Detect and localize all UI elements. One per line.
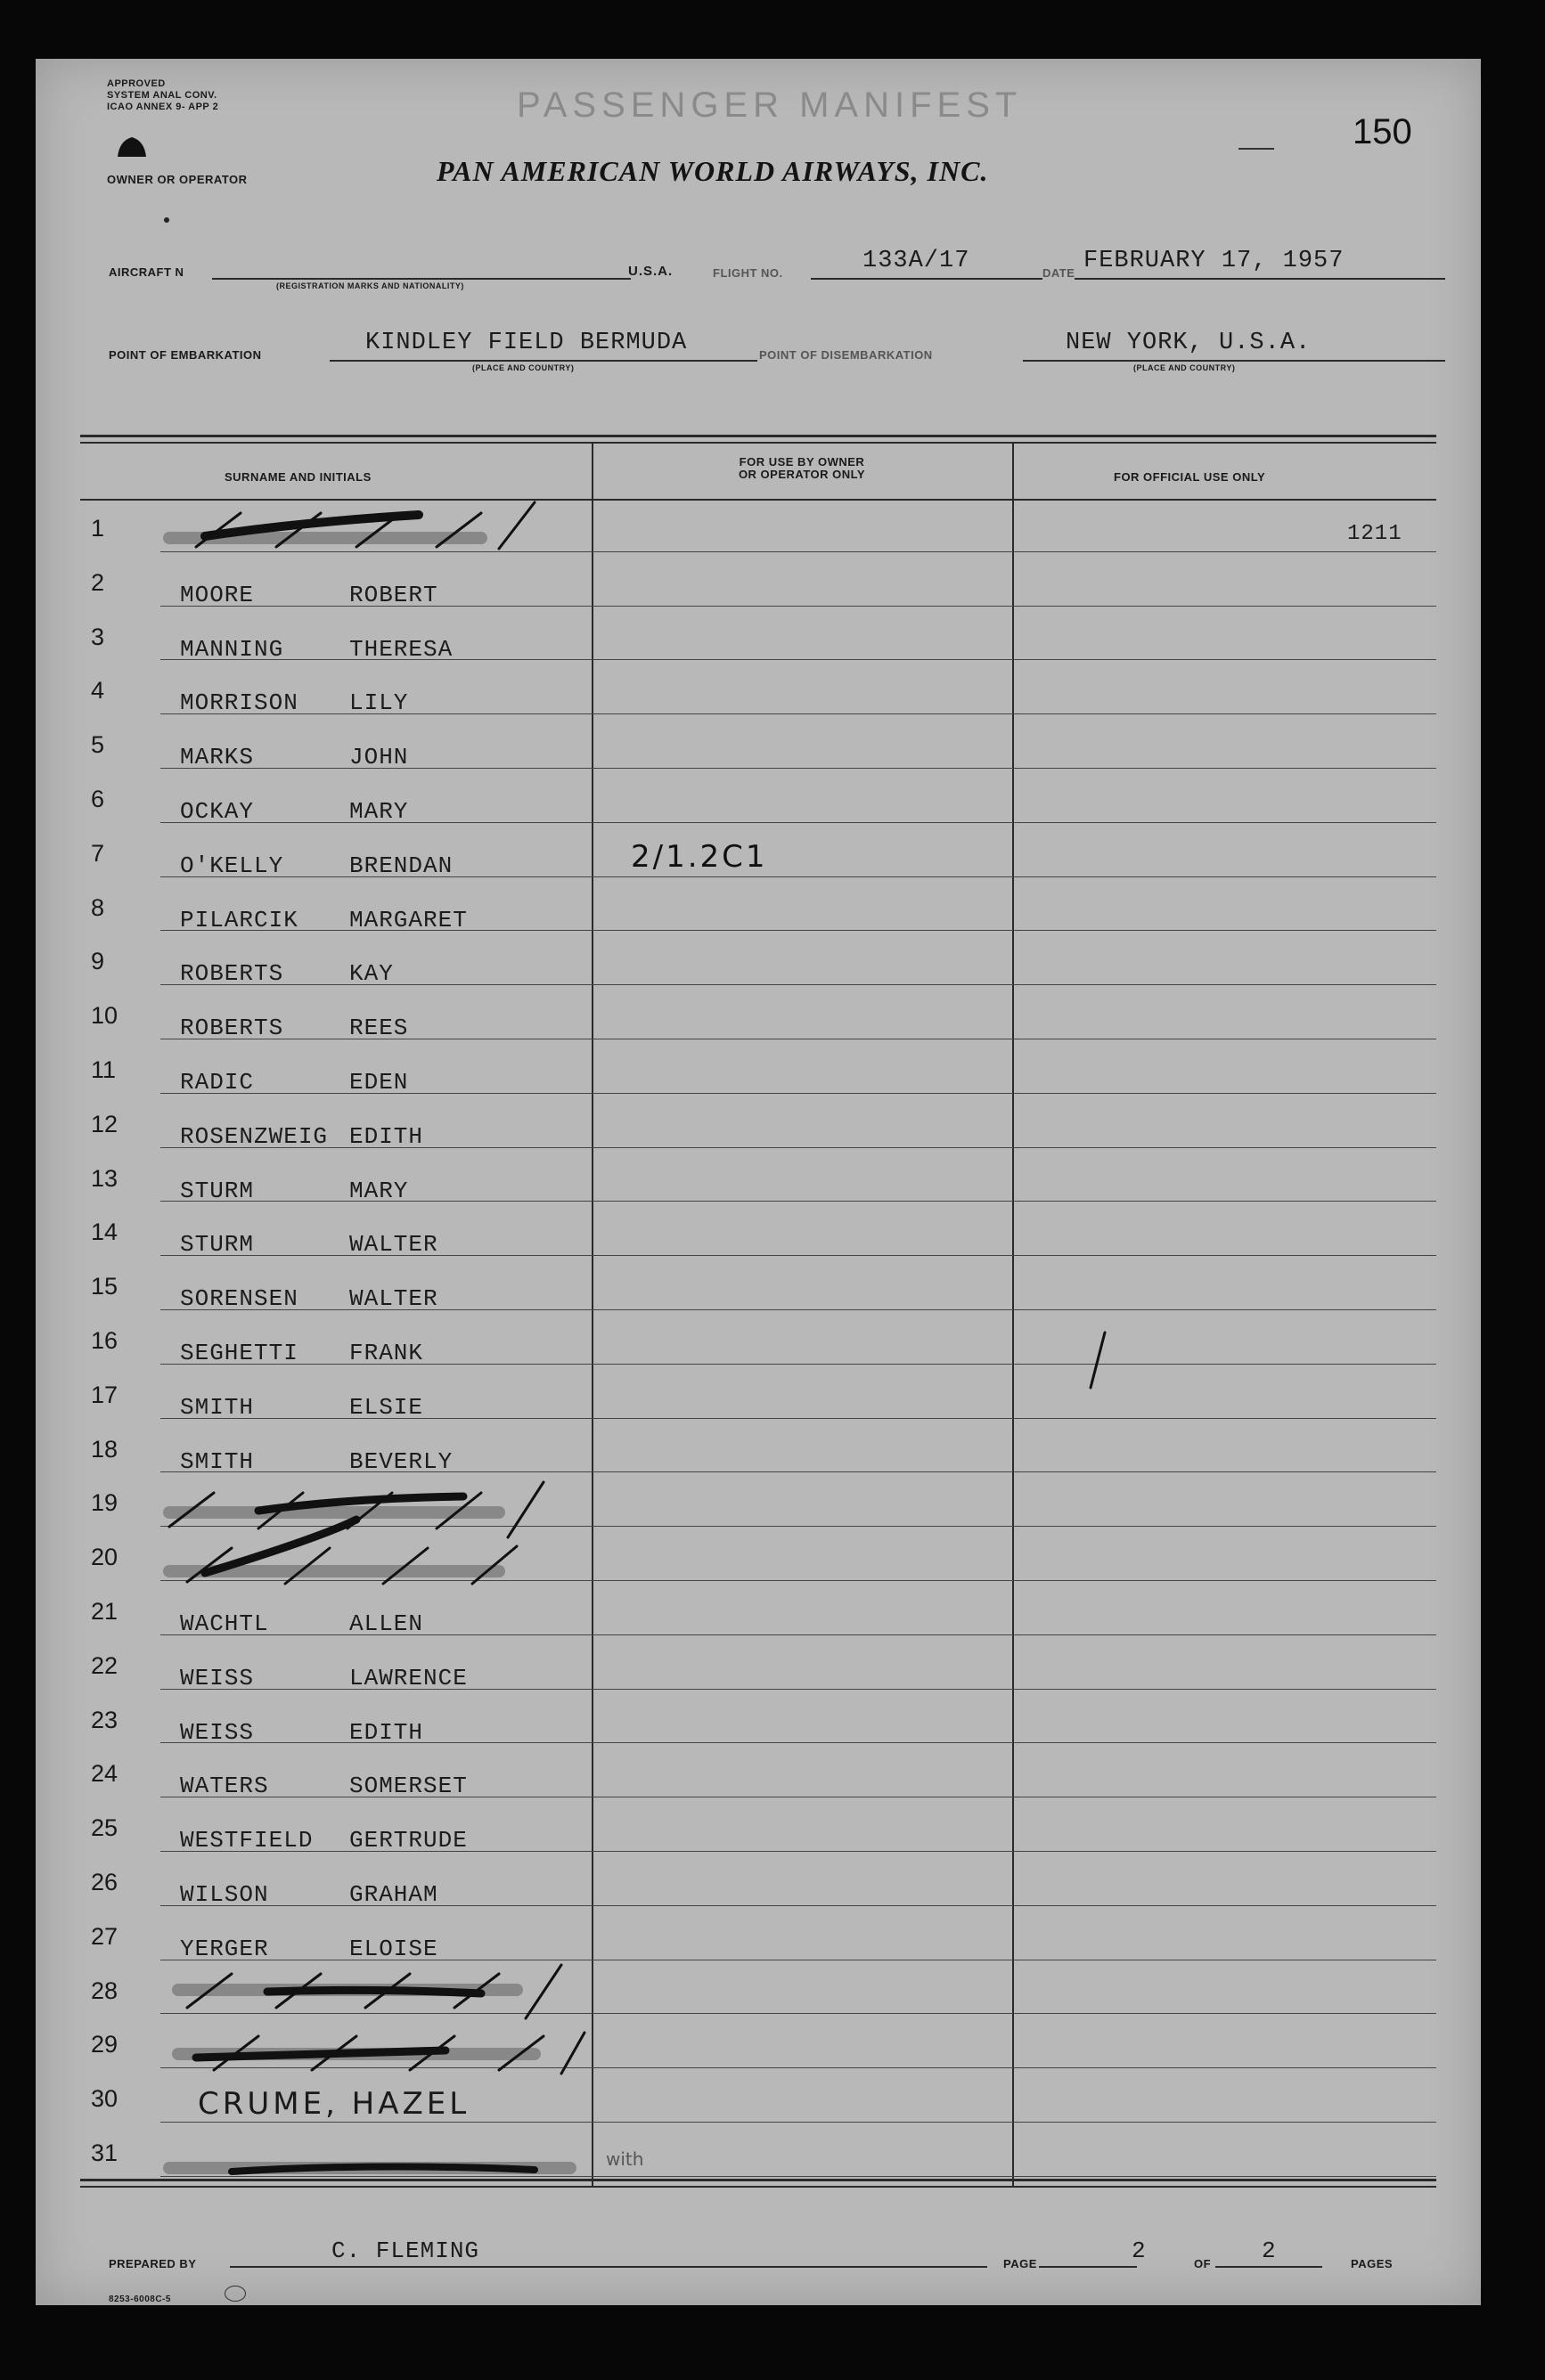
row-number: 1 bbox=[91, 515, 105, 542]
row-number: 28 bbox=[91, 1977, 119, 2004]
passenger-surname: WACHTL bbox=[180, 1610, 269, 1637]
passenger-given-name: ELSIE bbox=[349, 1394, 424, 1421]
passenger-given-name: REES bbox=[349, 1015, 409, 1041]
passenger-given-name: LAWRENCE bbox=[349, 1665, 468, 1691]
passenger-given-name: BEVERLY bbox=[349, 1448, 454, 1475]
row-number: 21 bbox=[91, 1598, 119, 1625]
row28-29-redaction bbox=[178, 1965, 584, 2074]
row31-redaction bbox=[169, 2166, 570, 2172]
passenger-surname: WEISS bbox=[180, 1719, 255, 1746]
row-number: 2 bbox=[91, 569, 105, 596]
col-surname-header: SURNAME AND INITIALS bbox=[225, 470, 372, 484]
passenger-surname: SORENSEN bbox=[180, 1285, 298, 1312]
page-line bbox=[1039, 2266, 1137, 2268]
row-number: 4 bbox=[91, 677, 105, 704]
of-line bbox=[1215, 2266, 1322, 2268]
usa-label: U.S.A. bbox=[628, 264, 674, 279]
passenger-surname: STURM bbox=[180, 1178, 255, 1204]
row-number: 3 bbox=[91, 624, 105, 650]
row1-official-entry: 1211 bbox=[1347, 522, 1402, 546]
row-number: 20 bbox=[91, 1544, 119, 1570]
passenger-given-name: EDITH bbox=[349, 1123, 424, 1150]
row-number: 26 bbox=[91, 1869, 119, 1895]
total-pages: 2 bbox=[1262, 2237, 1277, 2264]
passenger-given-name: ELOISE bbox=[349, 1936, 438, 1962]
passenger-surname: OCKAY bbox=[180, 798, 255, 825]
row-number: 9 bbox=[91, 948, 105, 974]
check-mark-icon bbox=[1091, 1333, 1105, 1388]
col-official-header: FOR OFFICIAL USE ONLY bbox=[1114, 470, 1266, 484]
manifest-page bbox=[36, 59, 1481, 2305]
row-number: 30 bbox=[91, 2085, 119, 2112]
passenger-surname: WESTFIELD bbox=[180, 1827, 314, 1854]
row-number: 11 bbox=[91, 1056, 117, 1083]
passenger-given-name: KAY bbox=[349, 960, 394, 987]
date-label: DATE bbox=[1042, 266, 1075, 280]
form-number: 8253-6008C-5 bbox=[109, 2294, 171, 2304]
row-number: 16 bbox=[91, 1327, 119, 1354]
approved-line: ICAO ANNEX 9- APP 2 bbox=[107, 102, 219, 112]
passenger-given-name: GERTRUDE bbox=[349, 1827, 468, 1854]
row31-operator-note: with bbox=[606, 2148, 644, 2170]
row19-20-redaction bbox=[169, 1482, 544, 1584]
passenger-given-name: EDEN bbox=[349, 1069, 409, 1096]
of-label: OF bbox=[1194, 2257, 1212, 2270]
flight-number: 133A/17 bbox=[862, 248, 970, 274]
row30-handwritten-name: CRUME, HAZEL bbox=[198, 2086, 470, 2122]
owner-label: OWNER OR OPERATOR bbox=[107, 173, 248, 186]
passenger-surname: ROBERTS bbox=[180, 960, 284, 987]
row-number: 15 bbox=[91, 1273, 119, 1300]
union-label-icon bbox=[225, 2286, 246, 2302]
passenger-surname: MANNING bbox=[180, 636, 284, 663]
disembarkation-label: POINT OF DISEMBARKATION bbox=[759, 348, 933, 362]
passenger-given-name: BRENDAN bbox=[349, 852, 454, 879]
embarkation-label: POINT OF EMBARKATION bbox=[109, 348, 262, 362]
passenger-surname: MARKS bbox=[180, 744, 255, 770]
passenger-given-name: MARY bbox=[349, 798, 409, 825]
prepared-by-label: PREPARED BY bbox=[109, 2257, 197, 2270]
passenger-surname: SEGHETTI bbox=[180, 1340, 298, 1366]
passenger-surname: WATERS bbox=[180, 1773, 269, 1799]
prepared-line bbox=[230, 2266, 987, 2268]
row-number: 31 bbox=[91, 2140, 119, 2166]
passenger-given-name: LILY bbox=[349, 689, 409, 716]
embarkation-value: KINDLEY FIELD BERMUDA bbox=[365, 330, 688, 356]
passenger-surname: PILARCIK bbox=[180, 907, 298, 933]
row-number: 5 bbox=[91, 731, 105, 758]
row-number: 6 bbox=[91, 786, 105, 812]
passenger-surname: YERGER bbox=[180, 1936, 269, 1962]
approved-line: SYSTEM ANAL CONV. bbox=[107, 90, 217, 101]
sheet-number: 150 bbox=[1353, 112, 1412, 151]
passenger-surname: WILSON bbox=[180, 1881, 269, 1908]
flight-date: FEBRUARY 17, 1957 bbox=[1083, 248, 1345, 274]
passenger-surname: STURM bbox=[180, 1231, 255, 1258]
pages-label: PAGES bbox=[1351, 2257, 1394, 2270]
passenger-surname: O'KELLY bbox=[180, 852, 284, 879]
registration-caption: (REGISTRATION MARKS AND NATIONALITY) bbox=[276, 281, 464, 290]
passenger-given-name: SOMERSET bbox=[349, 1773, 468, 1799]
passenger-given-name: WALTER bbox=[349, 1231, 438, 1258]
redaction-marks bbox=[36, 59, 1481, 2305]
passenger-given-name: MARY bbox=[349, 1178, 409, 1204]
row-number: 19 bbox=[91, 1489, 119, 1516]
passenger-given-name: MARGARET bbox=[349, 907, 468, 933]
approved-line: APPROVED bbox=[107, 78, 166, 89]
row-number: 8 bbox=[91, 894, 105, 921]
passenger-surname: ROBERTS bbox=[180, 1015, 284, 1041]
passenger-surname: ROSENZWEIG bbox=[180, 1123, 329, 1150]
passenger-given-name: FRANK bbox=[349, 1340, 424, 1366]
disembarkation-value: NEW YORK, U.S.A. bbox=[1066, 330, 1312, 356]
passenger-given-name: JOHN bbox=[349, 744, 409, 770]
flight-no-label: FLIGHT NO. bbox=[713, 266, 783, 280]
passenger-given-name: ALLEN bbox=[349, 1610, 424, 1637]
row-number: 13 bbox=[91, 1165, 119, 1192]
passenger-surname: RADIC bbox=[180, 1069, 255, 1096]
col-operator-header-line: FOR USE BY OWNER bbox=[739, 455, 865, 469]
airline-name: PAN AMERICAN WORLD AIRWAYS, INC. bbox=[437, 155, 989, 187]
row-number: 27 bbox=[91, 1923, 119, 1950]
embarkation-caption: (PLACE AND COUNTRY) bbox=[472, 363, 575, 372]
page-title: PASSENGER MANIFEST bbox=[517, 86, 1023, 125]
page-label: PAGE bbox=[1003, 2257, 1037, 2270]
row-number: 23 bbox=[91, 1707, 119, 1733]
row-number: 29 bbox=[91, 2031, 119, 2058]
prepared-by-name: C. FLEMING bbox=[331, 2237, 480, 2264]
disembarkation-caption: (PLACE AND COUNTRY) bbox=[1133, 363, 1236, 372]
row-number: 22 bbox=[91, 1652, 119, 1679]
passenger-surname: WEISS bbox=[180, 1665, 255, 1691]
row-number: 17 bbox=[91, 1382, 119, 1408]
page-value: 2 bbox=[1132, 2237, 1147, 2264]
passenger-surname: MOORE bbox=[180, 582, 255, 608]
row-number: 7 bbox=[91, 840, 105, 867]
passenger-given-name: ROBERT bbox=[349, 582, 438, 608]
col-operator-header-line: OR OPERATOR ONLY bbox=[738, 468, 866, 481]
row-number: 10 bbox=[91, 1002, 119, 1029]
passenger-given-name: WALTER bbox=[349, 1285, 438, 1312]
row7-operator-note: 2/1.2C1 bbox=[631, 839, 768, 875]
row-number: 18 bbox=[91, 1436, 119, 1463]
row-number: 14 bbox=[91, 1219, 119, 1245]
passenger-given-name: THERESA bbox=[349, 636, 454, 663]
row1-redaction bbox=[169, 502, 535, 549]
passenger-surname: SMITH bbox=[180, 1394, 255, 1421]
passenger-given-name: EDITH bbox=[349, 1719, 424, 1746]
row-number: 24 bbox=[91, 1760, 119, 1787]
row-number: 12 bbox=[91, 1111, 119, 1137]
passenger-surname: SMITH bbox=[180, 1448, 255, 1475]
passenger-given-name: GRAHAM bbox=[349, 1881, 438, 1908]
passenger-surname: MORRISON bbox=[180, 689, 298, 716]
aircraft-label: AIRCRAFT N bbox=[109, 265, 184, 279]
row-number: 25 bbox=[91, 1814, 119, 1841]
